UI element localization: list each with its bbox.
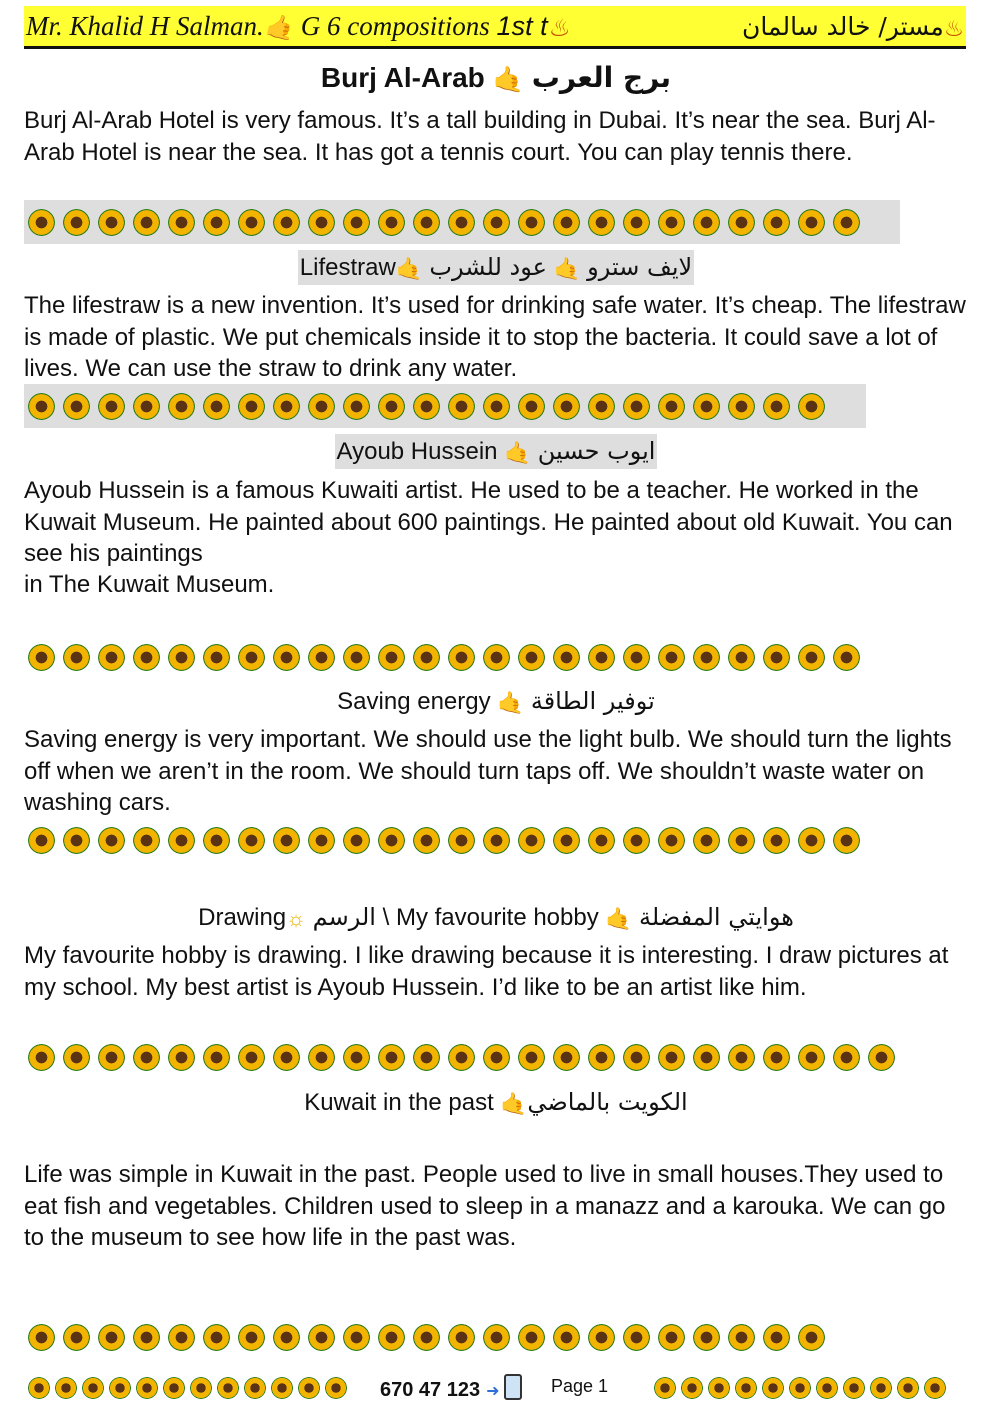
hand-pointing-icon: 🤙	[553, 256, 581, 282]
sunflower-icon	[518, 644, 545, 671]
sunflower-icon	[693, 1044, 720, 1071]
section-heading-arabic: هوايتي المفضلة	[638, 903, 794, 931]
sunflower-icon	[378, 827, 405, 854]
sunflower-icon	[273, 827, 300, 854]
sunflower-divider	[24, 635, 900, 679]
hot-springs-icon: ♨	[943, 15, 964, 42]
section-heading-arabic: عود للشرب	[429, 253, 547, 281]
sunflower-icon	[924, 1377, 946, 1399]
section-heading-text: Drawing	[198, 904, 287, 931]
section-heading-arabic: الرسم	[312, 903, 376, 931]
header-left	[24, 11, 569, 42]
sunflower-icon	[133, 644, 160, 671]
sunflower-icon	[658, 644, 685, 671]
sunflower-icon	[448, 1324, 475, 1351]
sunflower-icon	[63, 644, 90, 671]
section-heading-text: Lifestraw	[299, 254, 396, 281]
sunflower-icon	[693, 644, 720, 671]
mobile-phone-icon	[504, 1374, 522, 1400]
sunflower-icon	[136, 1377, 158, 1399]
sunflower-icon	[798, 209, 825, 236]
sunflower-icon	[63, 209, 90, 236]
section-heading	[24, 900, 968, 935]
sunflower-icon	[133, 1324, 160, 1351]
hand-pointing-icon: 🤙	[395, 256, 423, 282]
sunflower-icon	[798, 644, 825, 671]
sunflower-icon	[308, 827, 335, 854]
sunflower-icon	[238, 644, 265, 671]
section-heading-arabic: لايف سترو	[587, 253, 693, 281]
sunflower-divider	[650, 1366, 972, 1410]
sunflower-icon	[98, 393, 125, 420]
sunflower-icon	[798, 393, 825, 420]
sunflower-icon	[63, 1324, 90, 1351]
sunflower-icon	[735, 1377, 757, 1399]
sunflower-icon	[28, 1044, 55, 1071]
sunflower-icon	[518, 1324, 545, 1351]
sunflower-icon	[98, 1324, 125, 1351]
sunflower-icon	[203, 1044, 230, 1071]
sunflower-icon	[448, 209, 475, 236]
sunflower-icon	[623, 644, 650, 671]
section-heading-arabic: الكويت بالماضي	[527, 1088, 688, 1116]
sunflower-icon	[238, 1324, 265, 1351]
sunflower-icon	[413, 1324, 440, 1351]
sunflower-icon	[483, 209, 510, 236]
sunflower-icon	[708, 1377, 730, 1399]
sunflower-icon	[553, 1044, 580, 1071]
section-title	[24, 60, 968, 96]
sunflower-icon	[98, 644, 125, 671]
sunflower-icon	[98, 827, 125, 854]
sunflower-icon	[378, 393, 405, 420]
sunflower-icon	[763, 209, 790, 236]
hot-springs-icon: ♨	[547, 14, 570, 42]
sunflower-icon	[238, 827, 265, 854]
sunflower-icon	[378, 644, 405, 671]
sunflower-icon	[325, 1377, 347, 1399]
sunflower-icon	[133, 1044, 160, 1071]
sunflower-icon	[82, 1377, 104, 1399]
sunflower-icon	[553, 644, 580, 671]
header-right	[742, 12, 966, 41]
section-paragraph: Saving energy is very important. We should use the light bulb. We should turn the lights off when we aren’t in the room. We should turn taps off. We shouldn’t waste water on washing cars.	[24, 726, 952, 816]
sunflower-icon	[244, 1377, 266, 1399]
sunflower-icon	[217, 1377, 239, 1399]
sunflower-icon	[728, 827, 755, 854]
sunflower-icon	[483, 1044, 510, 1071]
sunflower-icon	[448, 1044, 475, 1071]
sunflower-icon	[168, 1324, 195, 1351]
sunflower-icon	[343, 827, 370, 854]
section-paragraph: Burj Al-Arab Hotel is very famous. It’s a tall building in Dubai. It’s near the sea. Burj Al-Arab Hotel is near the sea. It has got a tennis court. You can play tennis there.	[24, 107, 936, 166]
section-heading-text: Kuwait in the past	[304, 1089, 494, 1116]
sunflower-icon	[483, 644, 510, 671]
sunflower-icon	[658, 393, 685, 420]
sunflower-icon	[378, 209, 405, 236]
sunflower-icon	[203, 644, 230, 671]
hand-pointing-icon: 🤙	[500, 1091, 528, 1117]
sunflower-icon	[413, 644, 440, 671]
section-heading-arabic: توفير الطاقة	[530, 687, 655, 715]
sunflower-icon	[518, 827, 545, 854]
sunflower-icon	[763, 827, 790, 854]
sunflower-icon	[308, 393, 335, 420]
section-title-arabic: برج العرب	[531, 61, 672, 94]
sunflower-icon	[623, 1044, 650, 1071]
sunflower-icon	[168, 827, 195, 854]
sunflower-icon	[588, 1324, 615, 1351]
sunflower-icon	[553, 1324, 580, 1351]
sunflower-icon	[273, 1324, 300, 1351]
sunflower-icon	[833, 209, 860, 236]
section-heading-text: Ayoub Hussein	[336, 438, 498, 465]
sunflower-icon	[28, 1324, 55, 1351]
sunflower-icon	[343, 644, 370, 671]
sunflower-icon	[55, 1377, 77, 1399]
sunflower-icon	[378, 1324, 405, 1351]
sunflower-icon	[728, 1044, 755, 1071]
page-header	[24, 6, 966, 49]
page-number: Page 1	[551, 1376, 609, 1396]
sunflower-icon	[483, 827, 510, 854]
sunflower-icon	[763, 1044, 790, 1071]
sunflower-icon	[63, 827, 90, 854]
sunflower-icon	[763, 1324, 790, 1351]
sunflower-icon	[271, 1377, 293, 1399]
section-heading	[24, 250, 968, 285]
sunflower-icon	[238, 209, 265, 236]
hand-pointing-icon: 🤙	[504, 440, 532, 466]
sunflower-icon	[273, 1044, 300, 1071]
grade-label: G 6 compositions	[300, 10, 490, 41]
sunflower-icon	[681, 1377, 703, 1399]
sunflower-icon	[343, 393, 370, 420]
sunflower-icon	[588, 827, 615, 854]
sunflower-icon	[168, 393, 195, 420]
sunflower-divider	[24, 818, 900, 862]
sunflower-divider	[24, 1366, 358, 1410]
heading-separator: \	[382, 904, 390, 931]
sunflower-icon	[448, 827, 475, 854]
sunflower-icon	[343, 209, 370, 236]
sunflower-icon	[870, 1377, 892, 1399]
sunflower-icon	[518, 1044, 545, 1071]
section-heading-arabic: ايوب حسين	[537, 437, 656, 465]
sunflower-icon	[728, 1324, 755, 1351]
sunflower-icon	[308, 1044, 335, 1071]
sunflower-icon	[658, 827, 685, 854]
sunflower-icon	[308, 1324, 335, 1351]
arrow-icon: ➜	[486, 1383, 500, 1400]
sunflower-icon	[133, 393, 160, 420]
sunflower-icon	[798, 1324, 825, 1351]
sunflower-icon	[762, 1377, 784, 1399]
sunflower-icon	[28, 644, 55, 671]
sunflower-icon	[238, 393, 265, 420]
sunflower-icon	[658, 209, 685, 236]
sunflower-icon	[413, 209, 440, 236]
sunflower-icon	[298, 1377, 320, 1399]
teacher-name-arabic: مستر/ خالد سالمان	[742, 11, 944, 41]
section-heading	[24, 1085, 968, 1120]
section-paragraph: My favourite hobby is drawing. I like drawing because it is interesting. I draw pictures at my school. My best artist is Ayoub Hussein. I’d like to be an artist like him.	[24, 942, 949, 1001]
sunflower-icon	[623, 827, 650, 854]
sunflower-icon	[789, 1377, 811, 1399]
sunflower-icon	[868, 1044, 895, 1071]
sunflower-icon	[693, 393, 720, 420]
sunflower-icon	[273, 393, 300, 420]
sunflower-divider	[24, 1315, 868, 1359]
sunflower-icon	[833, 1044, 860, 1071]
sunflower-icon	[203, 827, 230, 854]
sunflower-divider	[24, 200, 900, 244]
sunflower-icon	[658, 1324, 685, 1351]
sunflower-icon	[378, 1044, 405, 1071]
sunflower-icon	[798, 827, 825, 854]
sunflower-icon	[238, 1044, 265, 1071]
sunflower-icon	[203, 1324, 230, 1351]
hand-pointing-icon: 🤙	[497, 690, 525, 716]
sunflower-icon	[518, 209, 545, 236]
sunflower-icon	[728, 644, 755, 671]
sunflower-icon	[98, 209, 125, 236]
sunflower-icon	[518, 393, 545, 420]
sunflower-icon	[897, 1377, 919, 1399]
sunflower-icon	[588, 209, 615, 236]
document-page	[24, 0, 968, 1403]
sunflower-icon	[448, 393, 475, 420]
sunflower-icon	[98, 1044, 125, 1071]
hand-pointing-icon: 🤙	[492, 66, 524, 95]
phone-number: 670 47 123	[380, 1379, 481, 1401]
sunflower-icon	[308, 209, 335, 236]
sunflower-icon	[109, 1377, 131, 1399]
sunflower-icon	[168, 209, 195, 236]
sunflower-icon	[588, 644, 615, 671]
section-heading	[24, 434, 968, 469]
sunflower-icon	[273, 644, 300, 671]
sunflower-icon	[448, 644, 475, 671]
sunflower-icon	[190, 1377, 212, 1399]
sunflower-icon	[833, 827, 860, 854]
sunflower-icon	[133, 827, 160, 854]
sunflower-icon	[553, 209, 580, 236]
sunflower-icon	[623, 393, 650, 420]
sunflower-icon	[843, 1377, 865, 1399]
sunflower-icon	[763, 393, 790, 420]
section-paragraph: Ayoub Hussein is a famous Kuwaiti artist. He used to be a teacher. He worked in the Kuwait Museum. He painted about 600 paintings. He painted about old Kuwait. You can see his paintings	[24, 477, 953, 567]
sunflower-icon	[728, 209, 755, 236]
section-heading-text: My favourite hobby	[395, 904, 599, 931]
sunflower-icon	[28, 393, 55, 420]
sunflower-icon	[816, 1377, 838, 1399]
term-label: 1st t	[496, 10, 548, 41]
sunflower-icon	[413, 393, 440, 420]
sunflower-icon	[798, 1044, 825, 1071]
sunflower-icon	[308, 644, 335, 671]
sunflower-icon	[728, 393, 755, 420]
sunflower-icon	[28, 1377, 50, 1399]
sunflower-icon	[623, 209, 650, 236]
section-paragraph: in The Kuwait Museum.	[24, 571, 275, 598]
sunflower-icon	[483, 1324, 510, 1351]
sunflower-icon	[168, 1044, 195, 1071]
sunflower-icon	[203, 209, 230, 236]
sunflower-icon	[623, 1324, 650, 1351]
sunflower-icon	[658, 1044, 685, 1071]
sunflower-icon	[28, 209, 55, 236]
section-paragraph: Life was simple in Kuwait in the past. People used to live in small houses.They used to eat fish and vegetables. Children used to sleep in a manazz and a karouka. We can go to the museum to see how life in the past was.	[24, 1161, 946, 1251]
sunflower-divider	[24, 384, 866, 428]
section-heading	[24, 684, 968, 719]
sunflower-icon	[553, 393, 580, 420]
teacher-name: Mr. Khalid H Salman.	[26, 10, 264, 41]
sunflower-icon	[343, 1324, 370, 1351]
sunflower-icon	[163, 1377, 185, 1399]
sunflower-icon	[654, 1377, 676, 1399]
sunflower-icon	[413, 1044, 440, 1071]
hand-pointing-icon: 🤙	[605, 906, 633, 932]
sunflower-icon	[483, 393, 510, 420]
section-title-text: Burj Al-Arab	[320, 62, 485, 93]
sunflower-icon	[273, 209, 300, 236]
sunflower-icon	[168, 644, 195, 671]
sunflower-icon	[693, 1324, 720, 1351]
sunflower-icon	[588, 1044, 615, 1071]
sunflower-icon	[413, 827, 440, 854]
sunflower-icon	[28, 827, 55, 854]
sunflower-icon	[763, 644, 790, 671]
section-paragraph: The lifestraw is a new invention. It’s used for drinking safe water. It’s cheap. The lifestraw is made of plastic. We put chemicals inside it to stop the bacteria. It could save a lot of lives. We can use the straw to drink any water.	[24, 292, 966, 382]
sunflower-divider	[24, 1035, 938, 1079]
sunflower-icon	[63, 1044, 90, 1071]
section-heading-text: Saving energy	[337, 688, 491, 715]
sunflower-icon	[693, 209, 720, 236]
sunflower-icon	[63, 393, 90, 420]
sunflower-icon	[833, 644, 860, 671]
footer-phone	[380, 1374, 522, 1402]
sunflower-icon	[588, 393, 615, 420]
sunflower-icon	[553, 827, 580, 854]
sunflower-icon	[133, 209, 160, 236]
sunflower-icon	[203, 393, 230, 420]
sunflower-icon	[693, 827, 720, 854]
hand-pointing-icon: 🤙	[263, 14, 295, 42]
sunflower-icon	[343, 1044, 370, 1071]
sun-icon: ☼	[286, 906, 306, 932]
